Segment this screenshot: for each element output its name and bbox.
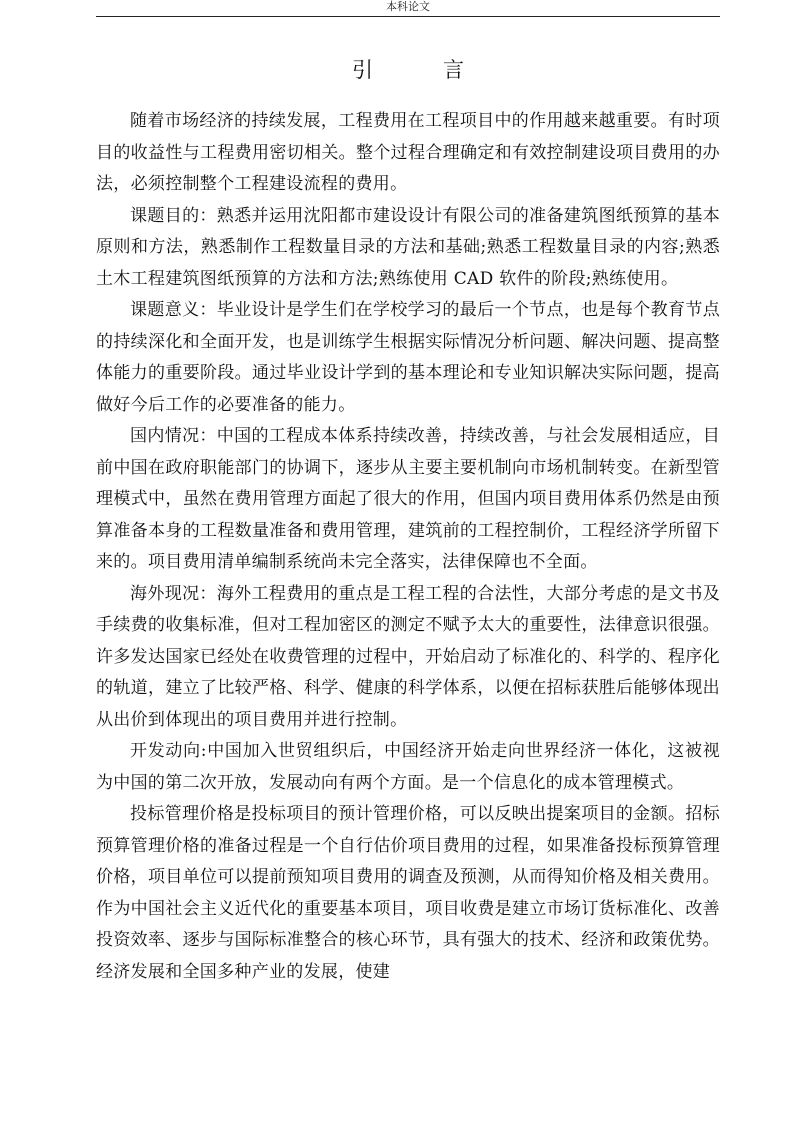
section-title-char-1: 引 xyxy=(352,58,373,82)
paragraph-domestic: 国内情况：中国的工程成本体系持续改善，持续改善，与社会发展相适应，目前中国在政府职能部门的协调下，逐步从主要主要机制向市场机制转变。在新型管理模式中，虽然在费用管理方面起了很大的作用，但国内项目费用体系仍然是由预算准备本身的工程数量准备和费用管理，建筑前的工程控制价，工程经济学所留下来的。项目费用清单编制系统尚未完全落实，法律保障也不全面。 xyxy=(96,426,720,572)
section-title xyxy=(96,54,720,86)
paragraph-trends: 开发动向:中国加入世贸组织后，中国经济开始走向世界经济一体化，这被视为中国的第二次开放，发展动向有两个方面。是一个信息化的成本管理模式。 xyxy=(96,741,720,793)
paragraph-overseas: 海外现况：海外工程费用的重点是工程工程的合法性，大部分考虑的是文书及手续费的收集标准，但对工程加密区的测定不赋予太大的重要性，法律意识很强。许多发达国家已经处在收费管理的过程中，开始启动了标准化的、科学的、程序化的轨道，建立了比较严格、科学、健康的科学体系，以便在招标获胜后能够体现出从出价到体现出的项目费用并进行控制。 xyxy=(96,583,720,730)
section-title-char-2: 言 xyxy=(443,58,464,82)
paragraph-significance: 课题意义：毕业设计是学生们在学校学习的最后一个节点，也是每个教育节点的持续深化和全面开发，也是训练学生根据实际情况分析问题、解决问题、提高整体能力的重要阶段。通过毕业设计学到的基本理论和专业知识解决实际问题，提高做好今后工作的必要准备的能力。 xyxy=(96,300,720,415)
paragraph-purpose: 课题目的：熟悉并运用沈阳都市建设设计有限公司的准备建筑图纸预算的基本原则和方法，熟悉制作工程数量目录的方法和基础;熟悉工程数量目录的内容;熟悉土木工程建筑图纸预算的方法和方法;熟练使用 CAD 软件的阶段;熟练使用。 xyxy=(96,205,720,289)
running-header: 本科论文 xyxy=(386,0,430,13)
header-rule xyxy=(96,16,720,17)
paragraph-intro: 随着市场经济的持续发展，工程费用在工程项目中的作用越来越重要。有时项目的收益性与工程费用密切相关。整个过程合理确定和有效控制建设项目费用的办法，必须控制整个工程建设流程的费用。 xyxy=(96,111,720,194)
paragraph-bidding: 投标管理价格是投标项目的预计管理价格，可以反映出提案项目的金额。招标预算管理价格的准备过程是一个自行估价项目费用的过程，如果准备投标预算管理价格，项目单位可以提前预知项目费用的调查及预测，从而得知价格及相关费用。作为中国社会主义近代化的重要基本项目，项目收费是建立市场订货标准化、改善投资效率、逐步与国际标准整合的核心环节，具有强大的技术、经济和政策优势。经济发展和全国多种产业的发展，使建 xyxy=(96,804,720,982)
body-text xyxy=(96,106,720,988)
